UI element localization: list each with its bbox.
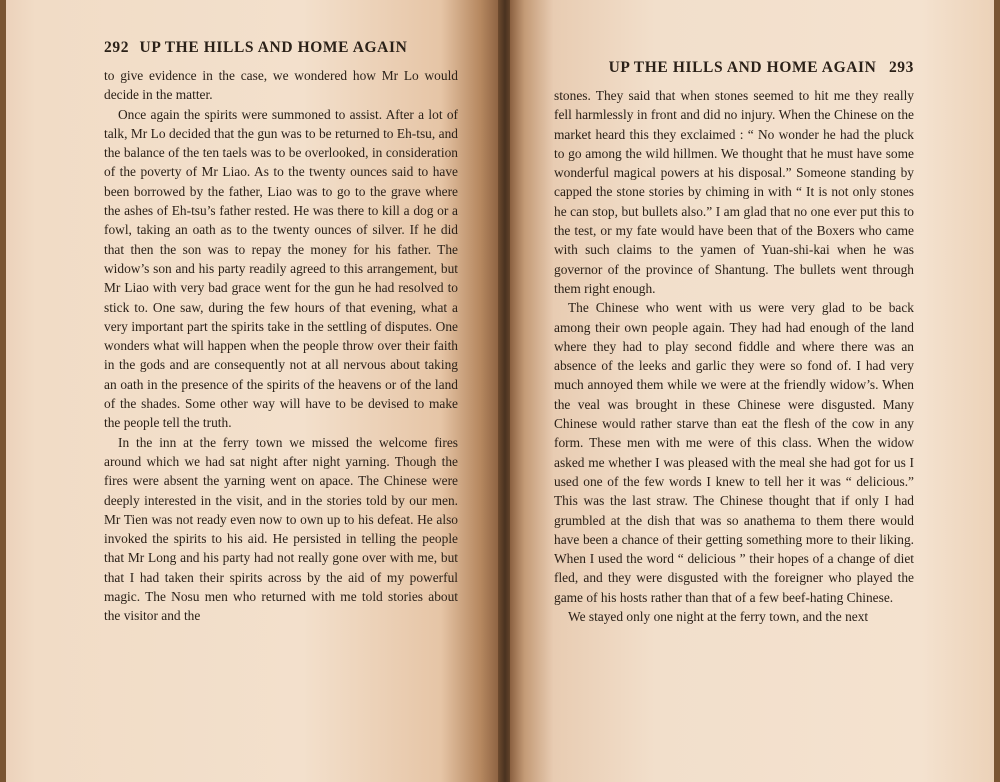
- left-page-header: [104, 38, 458, 58]
- page-number: 292: [104, 39, 130, 56]
- paragraph: The Chinese who went with us were very glad to be back among their own people again. They had had enough of the land where they had to play second fiddle and where there was an absence of the leeks and garlic they were so fond of. I had very much annoyed them while we were at the friendly widow’s. When the veal was brought in these Chinese were disgusted. Many Chinese would rather starve than eat the flesh of the cow in any form. These men with me were of this class. When the widow asked me whether I was pleased with the meal she had got for us I used one of the few words I knew to tell her it was “ delicious.” This was the last straw. The Chinese thought that if only I had grumbled at the dish that was so anathema to them there would have been a chance of their getting something more to their liking. When I used the word “ delicious ” their hopes of a change of diet fled, and they were disgusted with the foreigner who played the game of his hosts rather than that of a few beef-hating Chinese.: [554, 300, 914, 605]
- paragraph: In the inn at the ferry town we missed the welcome fires around which we had sat night after night yarning. Though the fires were absent the yarning went on apace. The Chinese were deeply interested in the visit, and in the stories told by our men. Mr Tien was not ready even now to own up to his defeat. He also invoked the spirits to his aid. He persisted in telling the people that Mr Long and his party had not really gone over with me, but that I had taken their spirits across by the aid of my powerful magic. The Nosu men who returned with me told stories about the visitor and the: [104, 434, 458, 624]
- left-page-body: [104, 66, 458, 626]
- paragraph: We stayed only one night at the ferry town, and the next: [568, 609, 869, 625]
- paragraph: stones. They said that when stones seemed to hit me they really fell harmlessly in front and did no injury. When the Chinese on the market heard this they exclaimed : “ No wonder he had the pluck to go among the wild hillmen. We thought that he must have some wonderful magical powers at his disposal.” Someone standing by capped the stone stories by chiming in with “ It is not only stones he can stop, but bullets also.” I am glad that no one ever put this to the test, or my fate would have been that of the Boxers who came with such claims to the yamen of Yuan-shi-kai when he was governor of the province of Shantung. The bullets went through them right enough.: [554, 88, 914, 296]
- running-head: UP THE HILLS AND HOME AGAIN: [139, 39, 408, 56]
- right-page-body: [554, 86, 914, 626]
- page-number: 293: [888, 59, 914, 76]
- right-page-header: [554, 58, 914, 78]
- left-page: [6, 0, 500, 782]
- right-page: [510, 0, 994, 782]
- paragraph: to give evidence in the case, we wondered how Mr Lo would decide in the matter.: [104, 68, 458, 103]
- running-head: UP THE HILLS AND HOME AGAIN: [608, 59, 877, 76]
- paragraph: Once again the spirits were summoned to assist. After a lot of talk, Mr Lo decided that the gun was to be returned to Eh-tsu, and the balance of the ten taels was to be overlooked, in consideration of the poverty of Mr Liao. As to the twenty ounces said to have been borrowed by the father, Liao was to go to the grave where the ashes of Eh-tsu’s father rested. He was there to kill a dog or a fowl, taking an oath as to the twenty ounces of silver. If he did that then the son was to repay the money for his father. The widow’s son and his party readily agreed to this arrangement, but Mr Liao with very bad grace went for the gun he had resolved to stick to. One saw, during the few hours of that evening, what a very important part the spirits take in the settling of disputes. One wonders what will happen when the people throw over their faith in the gods and are consequently not at all nervous about taking an oath in the presence of the spirits of the heavens or of the land of the shades. Some other way will have to be devised to make the people tell the truth.: [104, 106, 458, 431]
